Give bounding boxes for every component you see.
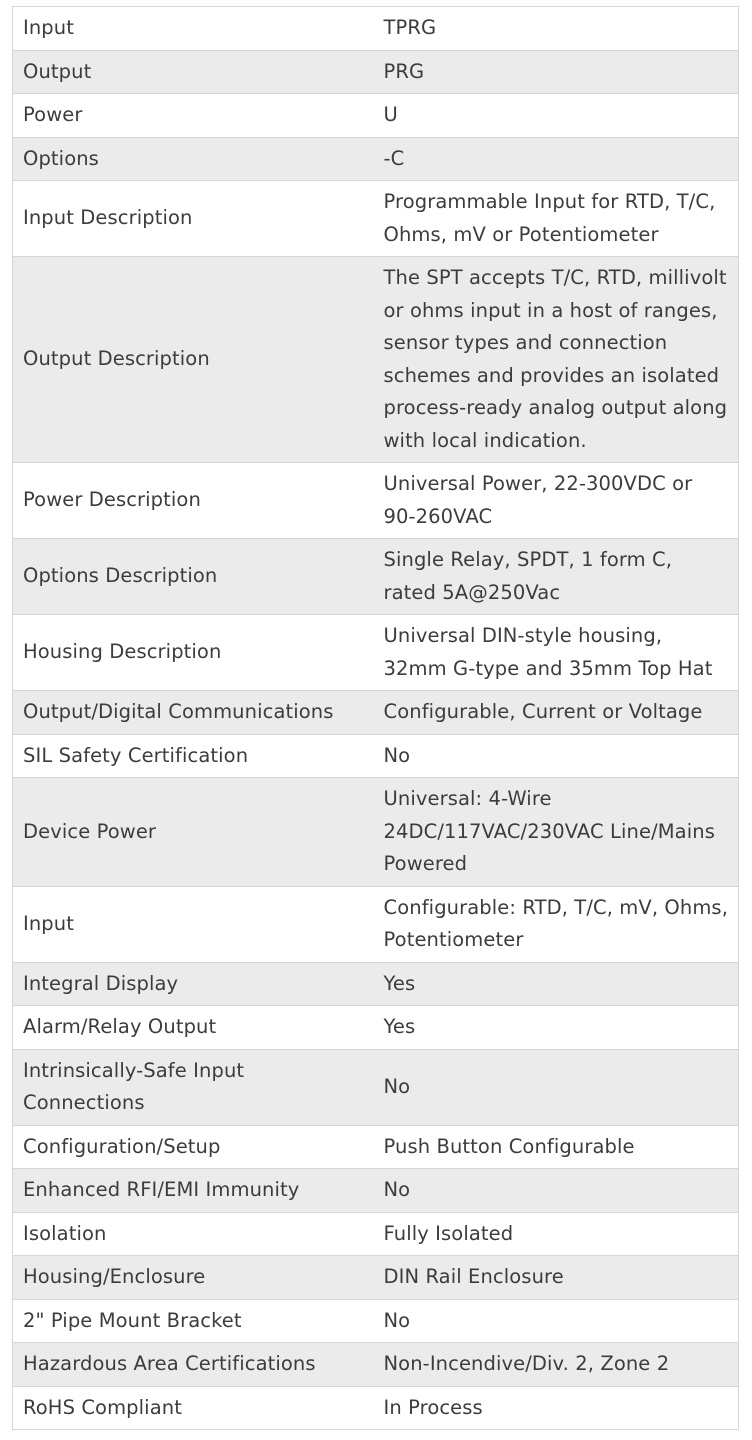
table-row <box>13 1299 739 1343</box>
spec-label: Housing/Enclosure <box>13 1256 355 1300</box>
spec-label: Output/Digital Communications <box>13 691 355 735</box>
spec-label: Housing Description <box>13 615 355 691</box>
spec-value: Yes <box>355 1006 739 1050</box>
table-row <box>13 94 739 138</box>
spec-value: DIN Rail Enclosure <box>355 1256 739 1300</box>
spec-value: -C <box>355 137 739 181</box>
spec-label: Options Description <box>13 539 355 615</box>
spec-value: No <box>355 734 739 778</box>
spec-label: RoHS Compliant <box>13 1386 355 1430</box>
spec-value: In Process <box>355 1386 739 1430</box>
spec-value: U <box>355 94 739 138</box>
table-row <box>13 691 739 735</box>
spec-label: SIL Safety Certification <box>13 734 355 778</box>
table-row <box>13 734 739 778</box>
spec-value: Universal Power, 22-300VDC or 90-260VAC <box>355 463 739 539</box>
spec-value: TPRG <box>355 7 739 51</box>
spec-value: Non-Incendive/Div. 2, Zone 2 <box>355 1343 739 1387</box>
table-row <box>13 181 739 257</box>
table-row <box>13 463 739 539</box>
spec-label: Isolation <box>13 1212 355 1256</box>
spec-label: Output Description <box>13 257 355 463</box>
spec-value: PRG <box>355 50 739 94</box>
table-row <box>13 50 739 94</box>
spec-label: Output <box>13 50 355 94</box>
table-row <box>13 886 739 962</box>
table-row <box>13 1386 739 1430</box>
table-row <box>13 1125 739 1169</box>
spec-label: Input <box>13 7 355 51</box>
table-row <box>13 1256 739 1300</box>
table-row <box>13 539 739 615</box>
spec-value: Fully Isolated <box>355 1212 739 1256</box>
spec-value: The SPT accepts T/C, RTD, millivolt or ohms input in a host of ranges, sensor types and connection schemes and provides an isolated process-ready analog output along with local indication. <box>355 257 739 463</box>
spec-value: Push Button Configurable <box>355 1125 739 1169</box>
spec-label: Device Power <box>13 778 355 887</box>
spec-value: No <box>355 1049 739 1125</box>
table-row <box>13 7 739 51</box>
spec-value: Universal DIN-style housing, 32mm G-type and 35mm Top Hat <box>355 615 739 691</box>
spec-label: 2" Pipe Mount Bracket <box>13 1299 355 1343</box>
spec-table <box>12 6 739 1430</box>
spec-label: Hazardous Area Certifications <box>13 1343 355 1387</box>
spec-label: Options <box>13 137 355 181</box>
spec-label: Enhanced RFI/EMI Immunity <box>13 1169 355 1213</box>
spec-label: Alarm/Relay Output <box>13 1006 355 1050</box>
spec-value: Universal: 4-Wire 24DC/117VAC/230VAC Line/Mains Powered <box>355 778 739 887</box>
spec-value: Yes <box>355 962 739 1006</box>
spec-label: Input <box>13 886 355 962</box>
spec-value: Configurable, Current or Voltage <box>355 691 739 735</box>
spec-value: No <box>355 1299 739 1343</box>
spec-label: Power <box>13 94 355 138</box>
table-row <box>13 257 739 463</box>
spec-value: Configurable: RTD, T/C, mV, Ohms, Potentiometer <box>355 886 739 962</box>
spec-value: Programmable Input for RTD, T/C, Ohms, mV or Potentiometer <box>355 181 739 257</box>
table-row <box>13 1343 739 1387</box>
table-row <box>13 615 739 691</box>
spec-label: Power Description <box>13 463 355 539</box>
table-row <box>13 1006 739 1050</box>
table-row <box>13 1049 739 1125</box>
spec-value: Single Relay, SPDT, 1 form C, rated 5A@250Vac <box>355 539 739 615</box>
spec-value: No <box>355 1169 739 1213</box>
spec-label: Intrinsically-Safe Input Connections <box>13 1049 355 1125</box>
spec-label: Integral Display <box>13 962 355 1006</box>
table-row <box>13 962 739 1006</box>
spec-table-container <box>12 6 739 1430</box>
spec-label: Input Description <box>13 181 355 257</box>
spec-label: Configuration/Setup <box>13 1125 355 1169</box>
table-row <box>13 137 739 181</box>
table-row <box>13 778 739 887</box>
table-row <box>13 1169 739 1213</box>
table-row <box>13 1212 739 1256</box>
